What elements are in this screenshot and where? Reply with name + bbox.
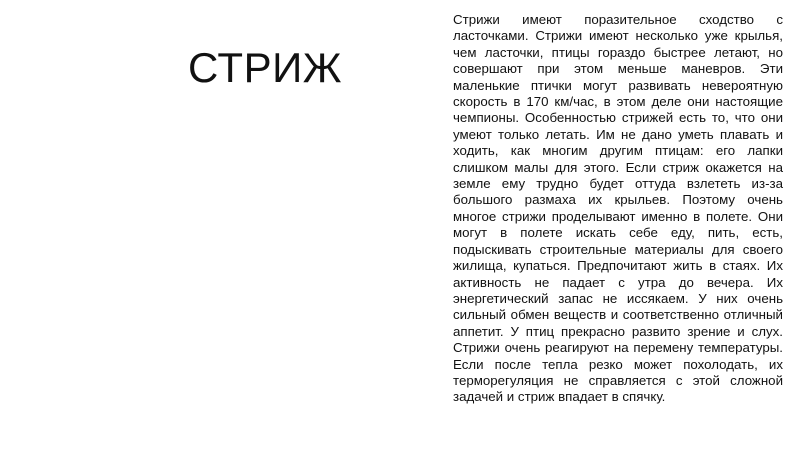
slide-title: СТРИЖ (188, 44, 343, 91)
slide-body-text: Стрижи имеют поразительное сходство с ласточками. Стрижи имеют несколько уже крылья, чем ласточки, птицы гораздо быстрее летают, но совершают при этом меньше маневров. Эти маленькие птички могут развивать невероятную скорость в 170 км/час, в этом деле они настоящие чемпионы. Особенностью стрижей есть то, что они умеют только летать. Им не дано уметь плавать и ходить, как многим другим птицам: его лапки слишком малы для этого. Если стриж окажется на земле ему трудно будет оттуда взлететь из-за большого размаха их крыльев. Поэтому очень многое стрижи проделывают именно в полете. Они могут в полете искать себе еду, пить, есть, подыскивать строительные материалы для своего жилища, купаться. Предпочитают жить в стаях. Их активность не падает с утра до вечера. Их энергетический запас не иссякаем. У них очень сильный обмен веществ и соответственно отличный аппетит. У птиц прекрасно развито зрение и слух. Стрижи очень реагируют на перемену температуры. Если после тепла резко может похолодать, их терморегуляция не справляется с этой сложной задачей и стриж впадает в спячку. (453, 12, 783, 405)
